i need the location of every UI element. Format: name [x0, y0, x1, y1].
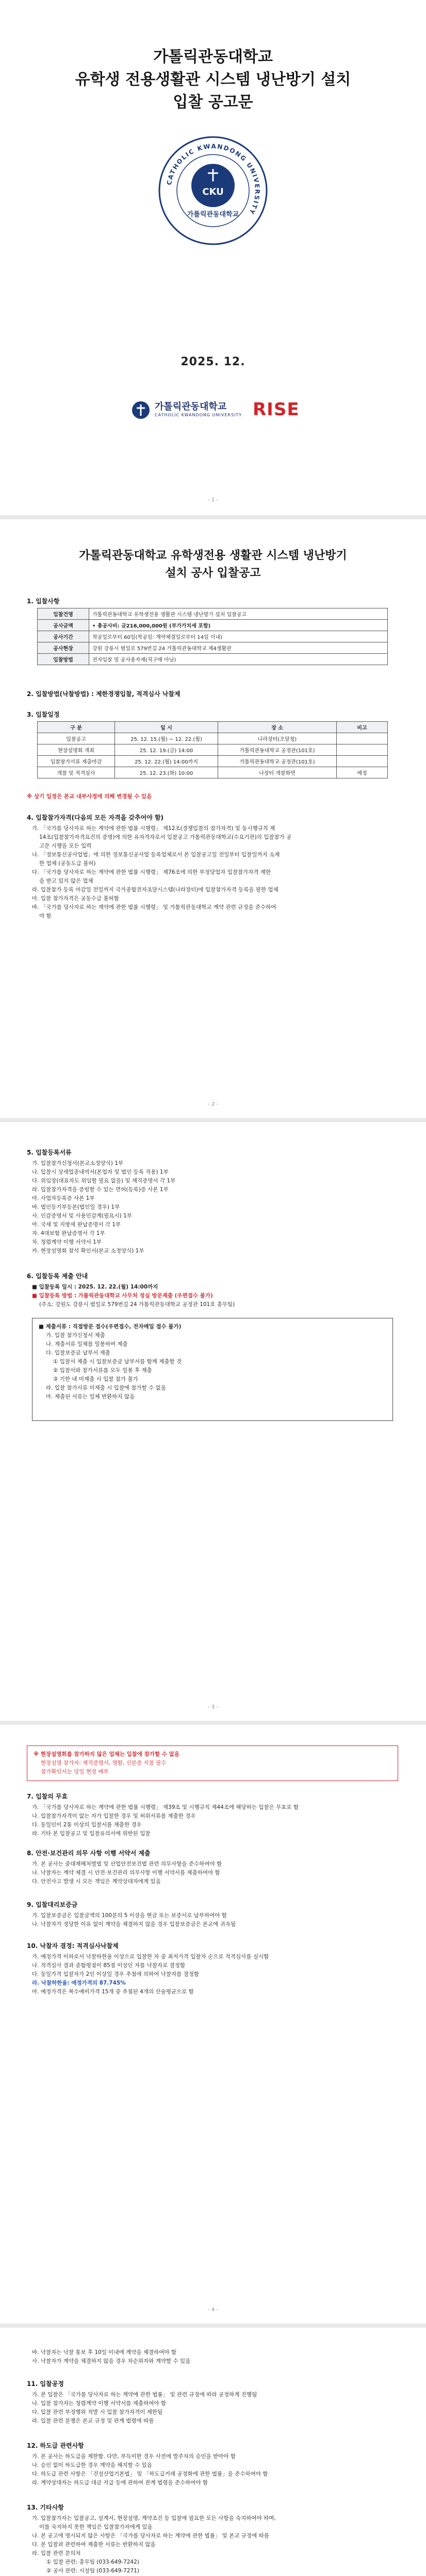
- contact-item: ② 공사 관련: 시설팀 (033-649-7271): [46, 2568, 139, 2574]
- logo-english-name: CATHOLIC KWANDONG UNIVERSITY: [155, 413, 242, 417]
- page-number: - 3 -: [208, 1704, 218, 1710]
- section-heading-11: 11. 입찰공정: [27, 2380, 64, 2387]
- list-item: 가. 「국가를 당사자로 하는 계약에 관한 법률 시행령」 제39조 및 시행규칙 제44조에 해당하는 입찰은 무효로 함: [32, 1804, 299, 1810]
- section-heading-10: 10. 낙찰자 결정: 적격심사낙찰제: [27, 1942, 119, 1950]
- table-header-row: 구 분 일 시 장 소 비고: [38, 722, 388, 733]
- list-item: 마. 입찰 참가자격은 공동수급 불허함: [32, 895, 119, 902]
- list-item: 바. 「국가를 당사자로 하는 계약에 관한 법률 시행령」 및 가톨릭관동대학교 계약 관련 규정을 준수하여: [32, 904, 276, 910]
- list-item: 바. 법인등기부등본(법인일 경우) 1부: [32, 1204, 120, 1210]
- list-item: 차. 청렴계약 이행 서약서 1부: [32, 1239, 102, 1245]
- list-item: 바. 낙찰자는 낙찰 통보 후 10일 이내에 계약을 체결하여야 함: [32, 2349, 177, 2355]
- list-item: 다. 본 입찰과 관련하여 제출한 서류는 반환하지 않음: [32, 2541, 156, 2548]
- submission-docs-list: [32, 1159, 393, 1256]
- list-item: 나. 본 공고에 명시되지 않은 사항은 「국가를 당사자로 하는 계약에 관한 법률」 및 본교 규정에 따름: [32, 2533, 269, 2539]
- page-divider: [0, 2324, 426, 2328]
- eligibility-list: [32, 824, 393, 921]
- list-item: ② 입찰서와 참가서류를 모두 밀봉 후 제출: [53, 1367, 152, 1374]
- list-item: 나. 제출서류 일체를 밀봉하여 제출: [46, 1341, 128, 1347]
- list-item: 한 업체 (공동도급 불허): [39, 860, 96, 867]
- list-item: 나. 낙찰자는 계약 체결 시 안전·보건관리 의무사항 이행 서약서를 제출하여야 함: [32, 1870, 220, 1876]
- list-item: 다. 위임장(대표자도 위임할 필요 없을) 및 재직증명서 각 1부: [32, 1178, 176, 1184]
- list-item: 가. 「국가를 당사자로 하는 계약에 관한 법률 시행령」 제12조(경쟁입찰의 참가자격) 및 동시행규칙 제: [32, 825, 275, 832]
- table-row: 입찰건명 가톨릭관동대학교 유학생전용 생활관 시스템 냉난방기 설치 입찰공고: [38, 608, 388, 620]
- list-item: 다. 하도급 관련 사항은 「건설산업기본법」 및 「하도급거래 공정화에 관한 법률」을 준수하여야 함: [32, 2471, 268, 2477]
- list-item: 라. 입찰 관련 문의처: [32, 2550, 81, 2556]
- cover-date: 2025. 12.: [181, 355, 245, 368]
- bid-bond-list: [32, 1911, 393, 1929]
- submission-datetime: ■ 입찰등록 일시 : 2025. 12. 22.(월) 14:00까지: [32, 1284, 158, 1290]
- list-item: 마. 사업자등록증 사본 1부: [32, 1195, 95, 1201]
- award-list-continued: [32, 2348, 393, 2366]
- bid-schedule-table: [37, 721, 388, 778]
- fairness-list: [32, 2391, 393, 2426]
- table-row: 입찰방법 전자입찰 및 공사용자재(직구매 아님): [38, 654, 388, 665]
- warning-line: 참가확인서는 당일 현장 배부: [41, 1769, 109, 1775]
- list-item: 고문 시행을 모든 입력: [39, 843, 92, 849]
- list-item: 다. 「국가를 당사자로 하는 계약에 관한 법률 시행령」 제76조에 의한 부정당업자 입찰참가자격 제한: [32, 869, 271, 875]
- list-item: 다. 안전사고 발생 시 모든 책임은 계약상대자에게 있음: [32, 1878, 161, 1885]
- notice-page-3: [0, 1725, 426, 2324]
- section-heading-3: 3. 입찰일정: [27, 711, 60, 718]
- list-item: 아. 국세 및 지방세 완납증명서 각 1부: [32, 1222, 121, 1228]
- table-row: 입찰참가서류 제출마감 25. 12. 22.(월) 14:00까지 가톨릭관동대학교 공정관(101호): [38, 756, 388, 767]
- list-item: 사. 인감증명서 및 사용인감계(필요시) 1부: [32, 1213, 132, 1219]
- section-heading-9: 9. 입찰대리보증금: [27, 1901, 78, 1908]
- list-item: 라. 입찰참가 등록 마감일 전일까지 국가종합전자조달시스템(나라장터)에 입찰참가자격 등록을 필한 업체: [32, 887, 278, 893]
- section-heading-6: 6. 입찰등록 제출 안내: [27, 1273, 88, 1280]
- list-item: 나. 입찰시 상세업종내역서(본업자 및 법인 등록 적용) 1부: [32, 1169, 169, 1175]
- warning-line: ※ 현장설명회를 참가하지 않은 업체는 입찰에 참가할 수 없음: [34, 1751, 179, 1757]
- page-number: - 2 -: [208, 1101, 218, 1107]
- safety-list: [32, 1860, 393, 1886]
- contact-item: ① 입찰 관련: 총무팀 (033-649-7242): [46, 2559, 139, 2565]
- list-item: 라. 기타 본 입찰공고 및 입찰유의서에 위반된 입찰: [32, 1831, 151, 1837]
- list-item: 나. 낙찰자가 정당한 이유 없이 계약을 체결하지 않을 경우 입찰보증금은 본교에 귀속됨: [32, 1921, 236, 1927]
- submission-box-content: [39, 1323, 387, 1401]
- logo-korean-name: 가톨릭관동대학교: [155, 401, 227, 412]
- cover-page: [0, 0, 426, 515]
- cover-title-line-1: 가톨릭관동대학교: [153, 48, 273, 66]
- list-item: 을 받고 있지 않은 업체: [39, 878, 93, 884]
- list-item: 다. 동일가격 입찰자가 2인 이상일 경우 추첨에 의하여 낙찰자를 결정함: [32, 1971, 200, 1977]
- section-heading-4: 4. 입찰참가자격(다음의 모든 자격을 갖추어야 함): [27, 814, 164, 821]
- list-item: 마. 예정가격은 복수예비가격 15개 중 추첨된 4개의 산술평균으로 함: [32, 1989, 194, 1995]
- submission-info: [32, 1283, 393, 1309]
- list-item: 사. 낙찰자가 계약을 체결하지 않을 경우 차순위자와 계약할 수 있음: [32, 2358, 191, 2364]
- list-item: 가. 예정가격 이하로서 낙찰하한율 이상으로 입찰한 자 중 최저가격 입찰자 순으로 적격심사를 실시함: [32, 1954, 269, 1960]
- notice-title-line-2: 설치 공사 입찰공고: [165, 567, 261, 580]
- list-item: 라. 입찰 참가서류 미제출 시 입찰에 참가할 수 없음: [46, 1385, 166, 1391]
- submission-box: [32, 1318, 393, 1421]
- warning-line: 현장설명 참가자: 재직증명서, 명함, 신분증 지참 필수: [41, 1760, 167, 1766]
- section-heading-5: 5. 입찰등록서류: [27, 1149, 72, 1156]
- list-item: 라. 입찰참가자격을 증빙할 수 있는 면허(등록)증 사본 1부: [32, 1187, 169, 1193]
- list-item: 이를 숙지하지 못한 책임은 입찰참가자에게 있음: [39, 2524, 153, 2530]
- list-item: 가. 입찰참가신청서(본교소정양식) 1부: [32, 1160, 124, 1166]
- section-heading-8: 8. 안전·보건관리 의무 사항 이행 서약서 제출: [27, 1850, 151, 1857]
- notice-page-2: [0, 1122, 426, 1721]
- university-logo-icon: [131, 400, 151, 420]
- table-row: 공사금액 • 총공사비: 금216,000,000원 (부가가치세 포함): [38, 620, 388, 631]
- list-item: 나. 적격심사 결과 종합평점이 85점 이상인 자를 낙찰자로 결정함: [32, 1962, 185, 1969]
- list-item: 다. 입찰 관련 부정행위 적발 시 입찰 참가자격이 제한됨: [32, 2409, 163, 2415]
- university-seal-emblem: [156, 134, 270, 247]
- invalid-bid-list: [32, 1803, 393, 1838]
- page-number: - 4 -: [208, 2307, 218, 2313]
- list-item: 14조(입찰참가자격요건의 증명)에 의한 유자격자로서 입찰공고 가톨릭관동대학교(수요기관)의 입찰참가 공: [39, 834, 292, 840]
- list-item: 자. 4대보험 완납증명서 각 1부: [32, 1230, 105, 1236]
- submission-method: ■ 입찰등록 방법 : 가톨릭관동대학교 사무처 정실 방문제출 (우편접수 불가): [32, 1293, 213, 1299]
- list-item: 가. 입찰보증금은 입찰금액의 100분의 5 이상을 현금 또는 보증서로 납부하여야 함: [32, 1912, 227, 1919]
- site-briefing-warning: [27, 1745, 398, 1781]
- footer-logos: [0, 399, 426, 430]
- section-heading-13: 13. 기타사항: [27, 2504, 64, 2511]
- list-item: 가. 본 공사는 중대재해처벌법 및 산업안전보건법 관련 의무사항을 준수하여야 함: [32, 1861, 222, 1867]
- list-item: 라. 계약상대자는 하도급 대금 지급 등에 관하여 관계 법령을 준수하여야 함: [32, 2480, 208, 2486]
- list-item: 라. 입찰 관련 분쟁은 본교 규정 및 관계 법령에 따름: [32, 2418, 154, 2424]
- subcontract-list: [32, 2452, 393, 2487]
- section-heading-12: 12. 하도급 관련사항: [27, 2442, 84, 2449]
- schedule-note: ※ 상기 일정은 본교 내부사정에 의해 변경될 수 있음: [27, 793, 152, 800]
- table-row: 공사현장 강원 강릉시 범일로 579번길 24 가톨릭관동대학교 제4생활관: [38, 642, 388, 654]
- table-row: 공사기간 착공일로부터 60일(착공일: 계약체결일로부터 14일 이내): [38, 631, 388, 642]
- misc-list: [32, 2514, 393, 2575]
- list-item: 다. 입찰보증금 납부서 제출: [46, 1350, 110, 1356]
- list-item: 카. 현장설명회 참석 확인서(본교 소정양식) 1부: [32, 1248, 144, 1254]
- list-item: 나. 「정보통신공사업법」에 의한 정보통신공사업 등록업체로서 본 입찰공고일 전일부터 입찰일까지 소재: [32, 852, 280, 858]
- seal-abbr: CKU: [202, 187, 224, 197]
- section-heading-1: 1. 입찰사항: [27, 598, 60, 605]
- notice-title-line-1: 가톨릭관동대학교 유학생전용 생활관 시스템 냉난방기: [79, 549, 347, 562]
- list-item: 나. 입찰 참가자는 청렴계약 이행 서약서를 제출하여야 함: [32, 2400, 166, 2406]
- list-item: 나. 승인 없이 하도급한 경우 계약을 해지할 수 있음: [32, 2462, 152, 2468]
- section-heading-2: 2. 입찰방법(낙찰방법) : 제한경쟁입찰, 적격심사 낙찰제: [27, 690, 181, 698]
- rise-logo: RISE: [253, 399, 300, 420]
- submission-box-heading: ■ 제출서류 : 직접방문 접수(우편접수, 전자메일 접수 불가): [39, 1324, 182, 1330]
- list-item: 라. 낙찰하한율: 예정가격의 87.745%: [32, 1980, 126, 1986]
- cover-title-line-2: 유학생 전용생활관 시스템 냉난방기 설치: [75, 71, 351, 89]
- list-item: 다. 동일인이 2통 이상의 입찰서를 제출한 경우: [32, 1822, 142, 1828]
- page-divider: [0, 1118, 426, 1122]
- list-item: 마. 제출된 서류는 일체 반환하지 않음: [46, 1394, 135, 1400]
- seal-ring-text: CATHOLIC KWANDONG UNIVERSITY: [165, 142, 261, 216]
- page-divider: [0, 1721, 426, 1725]
- bid-info-table: [37, 608, 388, 665]
- award-list: [32, 1953, 393, 1996]
- table-row: 개찰 및 적격심사 25. 12. 23.(화) 10:00 나장터 개찰화면 예정: [38, 767, 388, 778]
- list-item: ① 입찰서 제출 시 입찰보증금 납부서를 함께 제출할 것: [53, 1359, 182, 1365]
- table-row: 입찰공고 25. 12. 15.(월) ~ 12. 22.(월) 나라장터(조달청): [38, 733, 388, 744]
- seal-korean-name: 가톨릭관동대학교: [187, 211, 239, 218]
- list-item: ③ 기한 내 미제출 시 입찰 참가 불가: [53, 1376, 138, 1382]
- section-heading-7: 7. 입찰의 무효: [27, 1793, 68, 1800]
- page-number: - 1 -: [208, 497, 218, 503]
- list-item: 나. 입찰참가자격이 없는 자가 입찰한 경우 및 허위서류를 제출한 경우: [32, 1813, 196, 1819]
- list-item: 야 함: [39, 913, 52, 919]
- list-item: 가. 본 공사는 하도급을 제한함. 다만, 부득이한 경우 사전에 발주처의 승인을 받아야 함: [32, 2453, 236, 2460]
- page-divider: [0, 515, 426, 519]
- notice-page-1: [0, 519, 426, 1118]
- submission-address: (주소: 강원도 강릉시 범일로 579번길 24 가톨릭관동대학교 공정관 101호 총무팀): [39, 1301, 235, 1308]
- list-item: 가. 입찰 참가신청서 제출: [46, 1332, 105, 1338]
- list-item: 가. 본 입찰은 「국가를 당사자로 하는 계약에 관한 법률」 및 관련 규정에 따라 공정하게 진행됨: [32, 2392, 257, 2398]
- list-item: 가. 입찰참가자는 입찰공고, 설계서, 현장설명, 계약조건 등 입찰에 필요한 모든 사항을 숙지하여야 하며,: [32, 2515, 276, 2521]
- cover-title-line-3: 입찰 공고문: [173, 93, 253, 111]
- table-row: 현장설명회 개최 25. 12. 19.(금) 14:00 가톨릭관동대학교 공정관(101호): [38, 744, 388, 756]
- notice-page-4: [0, 2328, 426, 2576]
